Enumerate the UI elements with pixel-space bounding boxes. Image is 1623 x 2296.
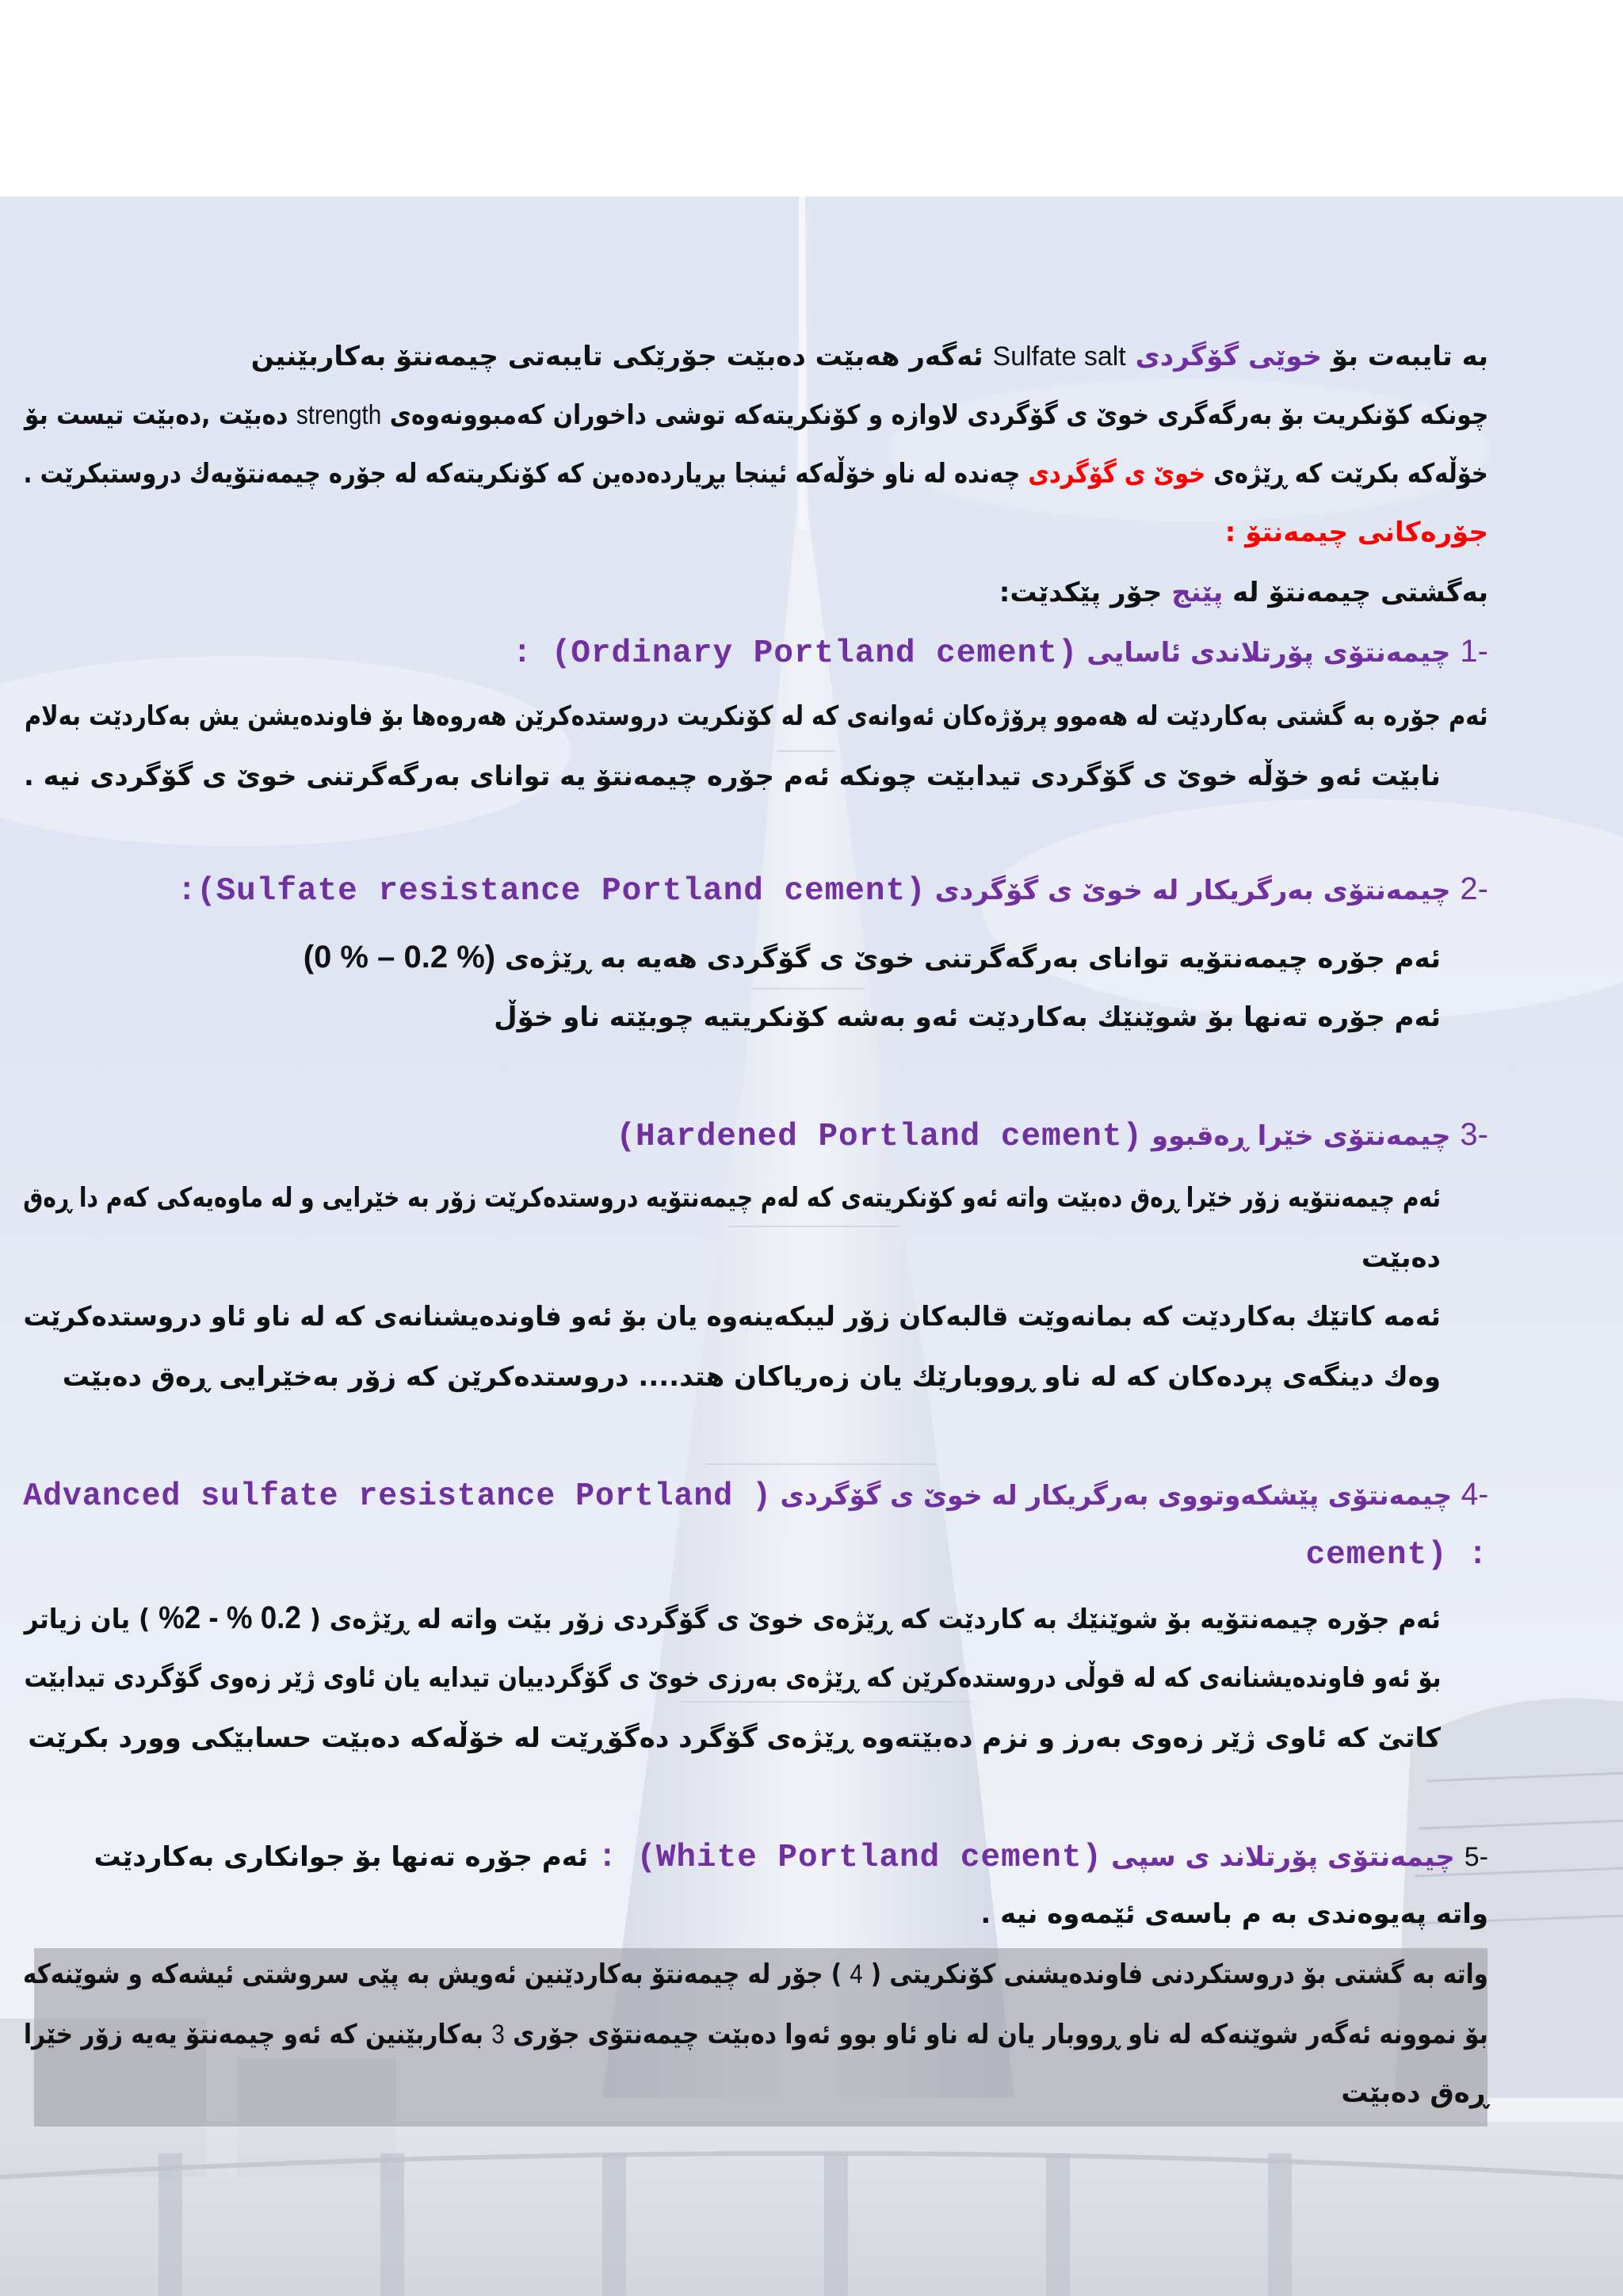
- type-english-name: cement) :: [1305, 1537, 1488, 1573]
- summary-number: 4: [850, 1959, 863, 1989]
- summary-number: 3: [491, 2019, 506, 2050]
- type-1-body: ئەم جۆرە بە گشتی بەکاردێت لە هەموو پرۆژەکان ئەوانەی کە لە کۆنکریت دروستدەکرێن هەروەها بۆ فاوندەیشن یش بەکاردێت بەلام: [25, 700, 1488, 732]
- type-2-heading: [177, 871, 1488, 909]
- intro-line-3: [24, 456, 1488, 491]
- type-4-body: بۆ ئەو فاوندەیشنانەی کە لە قوڵی دروستدەکرێن کە ڕێژەی بەرزی خوێ ی گۆگردییان تیدایە یان ئاوی ژێر زەوی گۆگردی تیدابێت: [24, 1662, 1441, 1694]
- body-text: ئەم جۆرە چیمەنتۆیە بۆ شوێنێك بە کاردێت کە ڕێژەی خوێ ی گۆگردی زۆر بێت واتە لە ڕێژەی (: [309, 1604, 1442, 1635]
- type-2-body: ئەم جۆرە تەنها بۆ شوێنێك بەکاردێت ئەو بەشە کۆنکریتیە چوبێتە ناو خۆڵ: [494, 1001, 1441, 1033]
- intro-text: خۆڵەکە بکرێت کە ڕێژەی: [1213, 458, 1488, 490]
- type-number: -3: [1460, 1117, 1488, 1152]
- type-english-name: (White Portland cement) :: [598, 1840, 1102, 1876]
- sulfate-salt-term: خوێی گۆگردی: [1135, 341, 1323, 372]
- body-text: ئەم جۆرە چیمەنتۆیە توانای بەرگەگرتنی خوێ ی گۆگردی هەیە بە ڕێژەی: [504, 943, 1441, 974]
- summary-line-2: [24, 2017, 1488, 2052]
- summary-line-1: [23, 1957, 1488, 1992]
- intro-line-2: [25, 398, 1488, 433]
- type-5-heading: [94, 1840, 1488, 1875]
- type-1-body: نابێت ئەو خۆڵە خوێ ی گۆگردی تیدابێت چونکە ئەم جۆرە چیمەنتۆ یە توانای بەرگەگرتنی خوێ ی گۆگردی نیە .: [24, 761, 1441, 792]
- intro-text: چەندە لە ناو خۆڵەکە ئینجا بڕیاردەدەین کە کۆنکریتەکە لە جۆرە چیمەنتۆیەك دروستبکرێت .: [23, 458, 1021, 490]
- type-3-body: وەك دینگەی پردەکان کە لە ناو ڕووبارێك یان زەریاکان هتد.... دروستدەکرێن کە زۆر بەخێرایی ڕەق دەبێت: [62, 1361, 1441, 1393]
- type-3-body: ئەمە کاتێك بەکاردێت کە بمانەوێت قالبەکان زۆر لیبکەینەوە یان بۆ ئەو فاوندەیشنانەی کە لە ناو ئاو دروستدەکرێت: [23, 1301, 1441, 1333]
- five-word: پێنج: [1171, 577, 1224, 608]
- type-3-body: دەبێت: [1361, 1242, 1441, 1274]
- body-text: ئەم جۆرە تەنها بۆ جوانکاری بەکاردێت: [94, 1841, 589, 1873]
- type-4-body: [25, 1600, 1441, 1637]
- type-title: چیمەنتۆی خێرا ڕەقبوو: [1151, 1120, 1451, 1152]
- type-3-body: ئەم چیمەنتۆیە زۆر خێرا ڕەق دەبێت واتە ئەو کۆنکریتەی کە لەم چیمەنتۆیە دروستدەکرێت زۆر بە خێرایی و لە ماوەیەکی کەم دا ڕەق: [23, 1182, 1441, 1214]
- five-types-line: [999, 575, 1488, 610]
- type-title: چیمەنتۆی بەرگریکار لە خوێ ی گۆگردی: [934, 875, 1451, 906]
- intro-text: به تایبەت بۆ: [1331, 341, 1488, 372]
- section-heading: جۆرەکانی چیمەنتۆ :: [1224, 517, 1488, 548]
- type-english-name: ( Advanced sulfate resistance Portland: [23, 1478, 771, 1515]
- type-4-heading: [23, 1477, 1488, 1514]
- type-4-heading-cont: [1306, 1537, 1488, 1573]
- body-text: ) یان زیاتر: [24, 1604, 151, 1635]
- summary-text: واتە بە گشتی بۆ دروستکردنی فاوندەیشنی کۆنکریتی (: [871, 1958, 1488, 1990]
- summary-text: بۆ نموونە ئەگەر شوێنەکە لە ناو ڕووبار یان لە ناو ئاو بوو ئەوا دەبێت چیمەنتۆی جۆری: [513, 2019, 1488, 2050]
- five-types-text: جۆر پێکدێت:: [999, 577, 1163, 608]
- five-types-text: بەگشتی چیمەنتۆ لە: [1232, 577, 1488, 608]
- type-english-name: (Hardened Portland cement): [616, 1119, 1143, 1155]
- type-number: -1: [1460, 634, 1488, 669]
- type-3-heading: [616, 1117, 1488, 1154]
- intro-text: دەبێت ,دەبێت تیست بۆ: [24, 399, 288, 431]
- type-1-heading: [513, 634, 1489, 671]
- type-title: چیمەنتۆی پۆرتلاندی ئاسایی: [1086, 637, 1451, 669]
- intro-text: چونکە کۆنکریت بۆ بەرگەگری خوێ ی گۆگردی لاوازە و کۆنکریتەکە توشی داخوران کەمبوونەوەی: [389, 399, 1488, 431]
- type-english-name: (Ordinary Portland cement) :: [512, 635, 1078, 672]
- sulfate-salt-highlight: خوێ ی گۆگردی: [1028, 458, 1206, 490]
- percent-range: (% 0.2 – % 0): [303, 940, 496, 974]
- sulfate-salt-english: Sulfate salt: [992, 341, 1126, 372]
- type-4-body: کاتێ کە ئاوی ژێر زەوی بەرز و نزم دەبێتەوە ڕێژەی گۆگرد دەگۆڕێت لە خۆڵەکە دەبێت حسابێکی وورد بکرێت: [28, 1722, 1441, 1754]
- intro-line-1: [251, 339, 1488, 374]
- intro-text: ئەگەر هەبێت دەبێت جۆرێکی تایبەتی چیمەنتۆ بەکاربێنین: [250, 341, 983, 372]
- summary-line-3: ڕەق دەبێت: [1341, 2077, 1488, 2109]
- type-title: چیمەنتۆی پێشکەوتووی بەرگریکار لە خوێ ی گۆگردی: [780, 1480, 1452, 1512]
- type-number: -5: [1464, 1842, 1488, 1872]
- type-english-name: (Sulfate resistance Portland cement):: [177, 873, 926, 910]
- type-title: چیمەنتۆی پۆرتلاند ی سپی: [1110, 1841, 1455, 1873]
- type-5-body: واتە پەیوەندی بە م باسەی ئێمەوە نیە .: [980, 1898, 1488, 1930]
- type-number: -4: [1461, 1477, 1488, 1512]
- percent-range: 0.2 % - 2%: [158, 1600, 301, 1635]
- type-number: -2: [1460, 871, 1488, 906]
- summary-text: بەکاربێنین کە ئەو چیمەنتۆ یەیە زۆر خێرا: [24, 2019, 484, 2050]
- type-2-body: [304, 940, 1441, 976]
- summary-text: ) جۆر لە چیمەنتۆ بەکاردێنین ئەویش بە پێی سروشتی ئیشەکە و شوێنەکە: [23, 1958, 842, 1990]
- strength-term: strength: [296, 400, 381, 430]
